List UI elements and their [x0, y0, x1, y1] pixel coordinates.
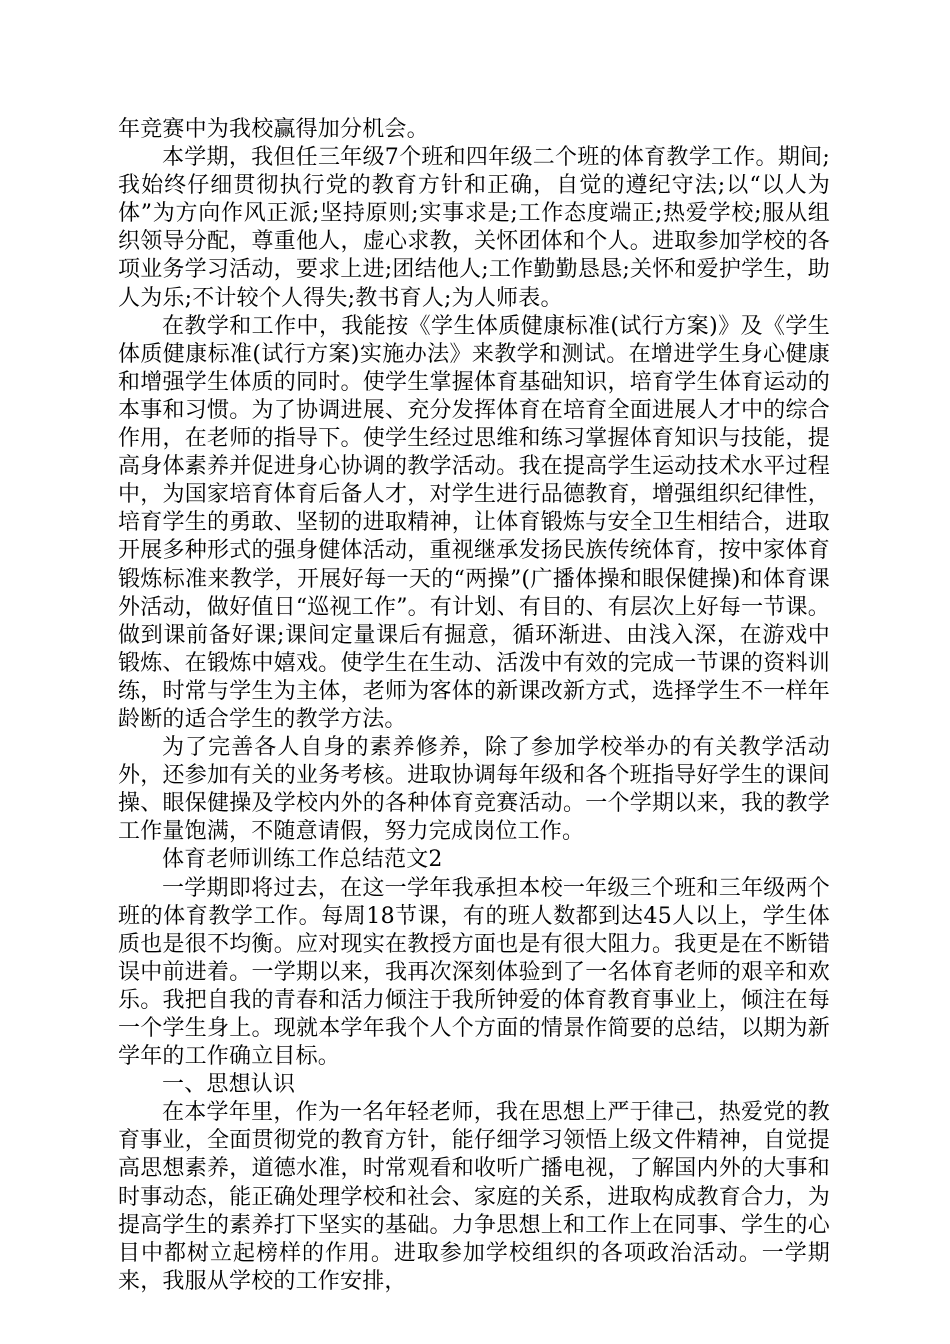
paragraph-year-overview: 一学期即将过去，在这一学年我承担本校一年级三个班和三年级两个班的体育教学工作。每周18节课，有的班人数都到达45人以上，学生体质也是很不均衡。应对现实在教授方面也是有很大阻力。我更是在不断错误中前进着。一学期以来，我再次深刻体验到了一名体育老师的艰辛和欢乐。我把自我的青春和活力倾注于我所钟爱的体育教育事业上，倾注在每一个学生身上。现就本学年我个人个方面的情景作简要的总结，以期为新学年的工作确立目标。 [118, 875, 830, 1070]
document-page [118, 116, 830, 1296]
paragraph-self-improvement: 为了完善各人自身的素养修养，除了参加学校举办的有关教学活动外，还参加有关的业务考核。进取协调每年级和各个班指导好学生的课间操、眼保健操及学校内外的各种体育竞赛活动。一个学期以来，我的教学工作量饱满，不随意请假，努力完成岗位工作。 [118, 735, 830, 845]
section-title-sample-2: 体育老师训练工作总结范文2 [162, 847, 443, 873]
paragraph-teaching-work: 在教学和工作中，我能按《学生体质健康标准(试行方案)》及《学生体质健康标准(试行方案)实施办法》来教学和测试。在增进学生身心健康和增强学生体质的同时。使学生掌握体育基础知识，培育学生体育运动的本事和习惯。为了协调进展、充分发挥体育在培育全面进展人才中的综合作用，在老师的指导下。使学生经过思维和练习掌握体育知识与技能，提高身体素养并促进身心协调的教学活动。我在提高学生运动技术水平过程中，为国家培育体育后备人才，对学生进行品德教育，增强组织纪律性，培育学生的勇敢、坚韧的进取精神，让体育锻炼与安全卫生相结合，进取开展多种形式的强身健体活动，重视继承发扬民族传统体育，按中家体育锻炼标准来教学，开展好每一天的“两操”(广播体操和眼保健操)和体育课外活动，做好值日“巡视工作”。有计划、有目的、有层次上好每一节课。做到课前备好课;课间定量课后有掘意，循环渐进、由浅入深，在游戏中锻炼、在锻炼中嬉戏。使学生在生动、活泼中有效的完成一节课的资料训练，时常与学生为主体，老师为客体的新课改新方式，选择学生不一样年龄断的适合学生的教学方法。 [118, 313, 830, 732]
paragraph-continuation: 年竞赛中为我校赢得加分机会。 [118, 117, 429, 142]
paragraph-semester-duties: 本学期，我但任三年级7个班和四年级二个班的体育教学工作。期间;我始终仔细贯彻执行党的教育方针和正确，自觉的遵纪守法;以“以人为体”为方向作风正派;坚持原则;实事求是;工作态度端正;热爱学校;服从组织领导分配，尊重他人，虚心求教，关怀团体和个人。进取参加学校的各项业务学习活动，要求上进;团结他人;工作勤勤恳恳;关怀和爱护学生，助人为乐;不计较个人得失;教书育人;为人师表。 [118, 145, 830, 311]
paragraph-ideology: 在本学年里，作为一名年轻老师，我在思想上严于律己，热爱党的教育事业，全面贯彻党的教育方针，能仔细学习领悟上级文件精神，自觉提高思想素养，道德水准，时常观看和收听广播电视，了解国内外的大事和时事动态，能正确处理学校和社会、家庭的关系，进取构成教育合力，为提高学生的素养打下坚实的基础。力争思想上和工作上在同事、学生的心目中都树立起榜样的作用。进取参加学校组织的各项政治活动。一学期来，我服从学校的工作安排， [118, 1100, 830, 1294]
section-heading-ideology: 一、思想认识 [162, 1072, 296, 1098]
